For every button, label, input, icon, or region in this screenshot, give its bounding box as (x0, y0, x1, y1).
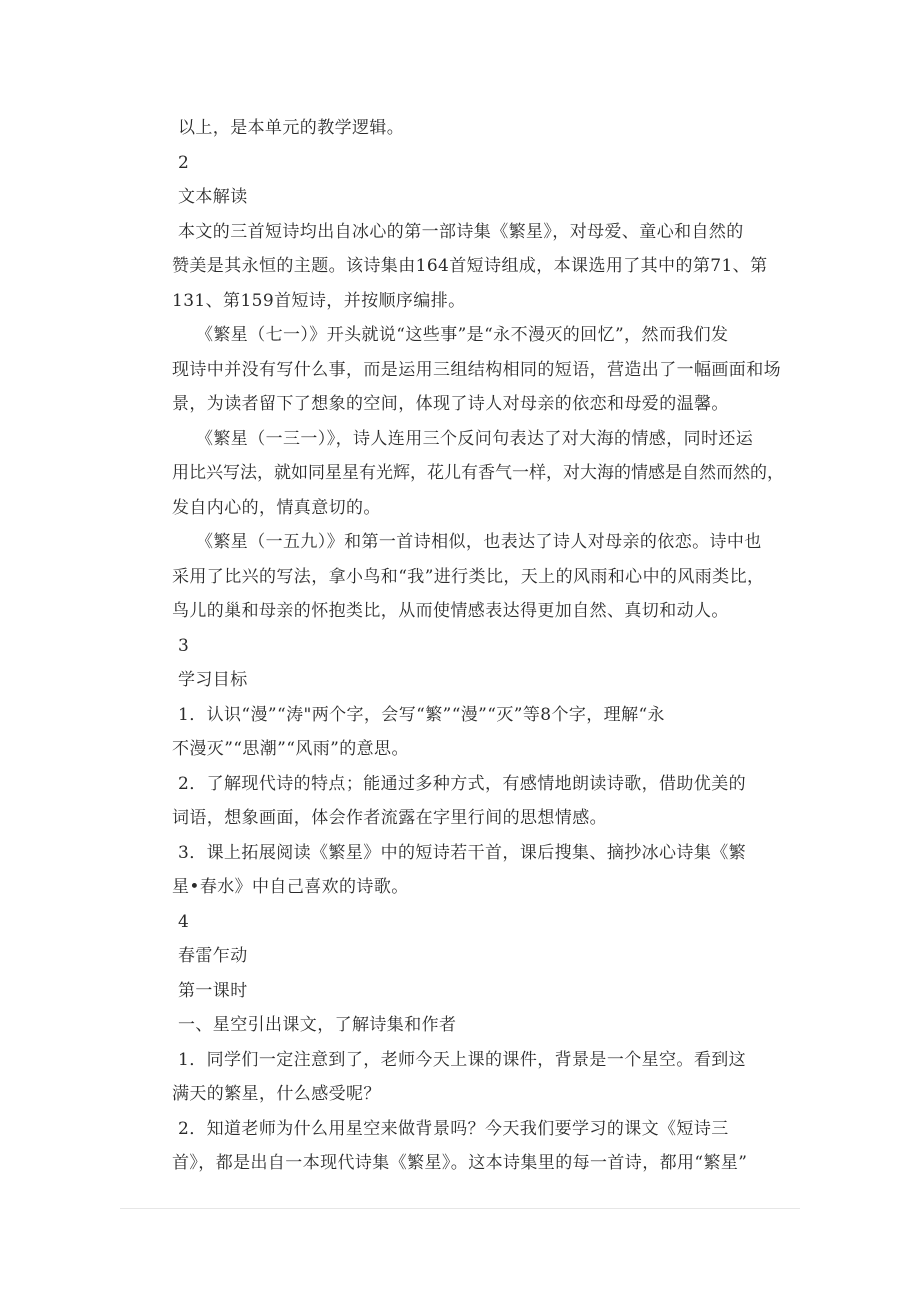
section-number: 3 (178, 635, 190, 656)
body-text (172, 111, 793, 1181)
text-line: 鸟儿的巢和母亲的怀抱类比，从而使情感表达得更加自然、真切和动人。 (172, 601, 729, 621)
text-line: 景，为读者留下了想象的空间，体现了诗人对母亲的依恋和母爱的温馨。 (172, 394, 729, 414)
text-line: 本文的三首短诗均出自冰心的第一部诗集《繁星》，对母爱、童心和自然的 (178, 221, 744, 242)
text-line: 1．认识“漫”“涛"两个字，会写“繁”“漫”“灭”等8个字，理解“永 (178, 704, 665, 725)
text-line: 现诗中并没有写什么事，而是运用三组结构相同的短语，营造出了一幅画面和场 (172, 359, 781, 380)
text-line: 采用了比兴的写法，拿小鸟和“我”进行类比，天上的风雨和心中的风雨类比， (172, 566, 765, 587)
text-line: 发自内心的，情真意切的。 (172, 497, 381, 518)
text-line: 首》，都是出自一本现代诗集《繁星》。这本诗集里的每一首诗，都用“繁星” (172, 1153, 748, 1173)
text-line: 2．了解现代诗的特点；能通过多种方式，有感情地朗读诗歌，借助优美的 (178, 773, 747, 794)
page-divider (120, 1208, 800, 1209)
text-line: 满天的繁星，什么感受呢？ (172, 1084, 381, 1104)
section-number: 2 (178, 152, 190, 173)
section-heading: 学习目标 (178, 670, 248, 690)
text-line: 《繁星（一三一）》，诗人连用三个反问句表达了对大海的情感，同时还运 (196, 428, 754, 449)
section-heading: 文本解读 (178, 187, 248, 207)
text-line: 不漫灭”“思潮”“风雨”的意思。 (172, 739, 409, 759)
text-line: 《繁星（一五九）》和第一首诗相似，也表达了诗人对母亲的依恋。诗中也 (196, 532, 762, 552)
text-line: 3．课上拓展阅读《繁星》中的短诗若干首，课后搜集、摘抄冰心诗集《繁 (178, 842, 747, 863)
text-line: 赞美是其永恒的主题。该诗集由164首短诗组成，本课选用了其中的第71、第 (172, 256, 768, 276)
text-line: 1．同学们一定注意到了，老师今天上课的课件，背景是一个星空。看到这 (178, 1049, 747, 1070)
text-line: 2．知道老师为什么用星空来做背景吗？今天我们要学习的课文《短诗三 (178, 1118, 729, 1139)
text-line: 用比兴写法，就如同星星有光辉，花儿有香气一样，对大海的情感是自然而然的， (172, 463, 784, 483)
subsection-heading: 一、星空引出课文，了解诗集和作者 (178, 1015, 457, 1035)
section-number: 4 (178, 911, 190, 932)
text-line: 《繁星（七一）》开头就说“这些事”是“永不漫灭的回忆”，然而我们发 (196, 325, 729, 345)
text-line: 131、第159首短诗，并按顺序编排。 (172, 290, 466, 311)
text-line: 星•春水》中自己喜欢的诗歌。 (172, 877, 409, 897)
lesson-heading: 第一课时 (178, 980, 248, 1001)
text-line: 以上，是本单元的教学逻辑。 (178, 118, 405, 138)
section-heading: 春雷乍动 (178, 946, 248, 966)
text-line: 词语，想象画面，体会作者流露在字里行间的思想情感。 (172, 808, 607, 828)
